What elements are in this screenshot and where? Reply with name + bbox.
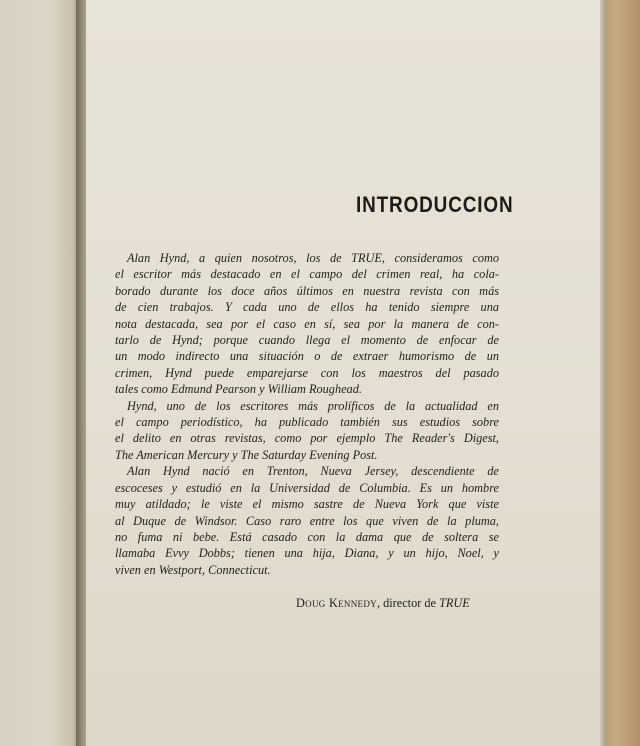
text-line: el campo periodístico, ha publicado también sus estudios sobre (115, 415, 499, 430)
text-line: nota destacada, sea por el caso en sí, sea por la manera de con- (115, 316, 499, 331)
introduction-body (115, 250, 499, 578)
text-line: no fuma ni bebe. Está casado con la dama que de soltera se (115, 529, 499, 544)
signature-role: , director de (376, 596, 440, 610)
text-line: un modo indirecto una situación o de extraer humorismo de un (115, 349, 499, 364)
page-edge (600, 0, 606, 746)
text-line: Alan Hynd, a quien nosotros, los de TRUE, consideramos como (127, 251, 499, 265)
text-line: escoceses y estudió en la Universidad de Columbia. Es un hombre (115, 480, 499, 495)
signature (296, 596, 506, 611)
paragraph-2 (115, 398, 499, 464)
wooden-table-background (600, 0, 640, 746)
text-line: tales como Edmund Pearson y William Roughead. (115, 382, 362, 397)
text-line: Alan Hynd nació en Trenton, Nueva Jersey, descendiente de (127, 464, 499, 479)
text-line: tarlo de Hynd; porque cuando llega el momento de enfocar de (115, 333, 499, 348)
signature-name: Doug Kennedy (296, 596, 377, 610)
text-line: viven en Westport, Connecticut. (115, 562, 271, 577)
text-line: The American Mercury y The Saturday Evening Post. (115, 447, 378, 462)
text-line: al Duque de Windsor. Caso raro entre los que viven de la pluma, (115, 513, 499, 528)
text-line: el escritor más destacado en el campo del crimen real, ha cola- (115, 267, 499, 282)
text-line: el delito en otras revistas, como por ejemplo The Reader's Digest, (115, 431, 499, 446)
text-line: Hynd, uno de los escritores más prolíficos de la actualidad en (127, 398, 499, 413)
page-title: INTRODUCCION (356, 192, 514, 217)
text-line: borado durante los doce años últimos en nuestra revista con más (115, 283, 499, 298)
text-line: muy atildado; le viste el mismo sastre de Nueva York que viste (115, 497, 499, 512)
text-line: crimen, Hynd puede emparejarse con los maestros del pasado (115, 365, 499, 380)
text-line: llamaba Evvy Dobbs; tienen una hija, Diana, y un hijo, Noel, y (115, 546, 499, 561)
paragraph-3 (115, 463, 499, 578)
text-line: de cien trabajos. Y cada uno de ellos ha tenido siempre una (115, 300, 499, 315)
left-page (0, 0, 82, 746)
paragraph-1 (115, 250, 499, 398)
signature-magazine: TRUE (439, 596, 470, 610)
